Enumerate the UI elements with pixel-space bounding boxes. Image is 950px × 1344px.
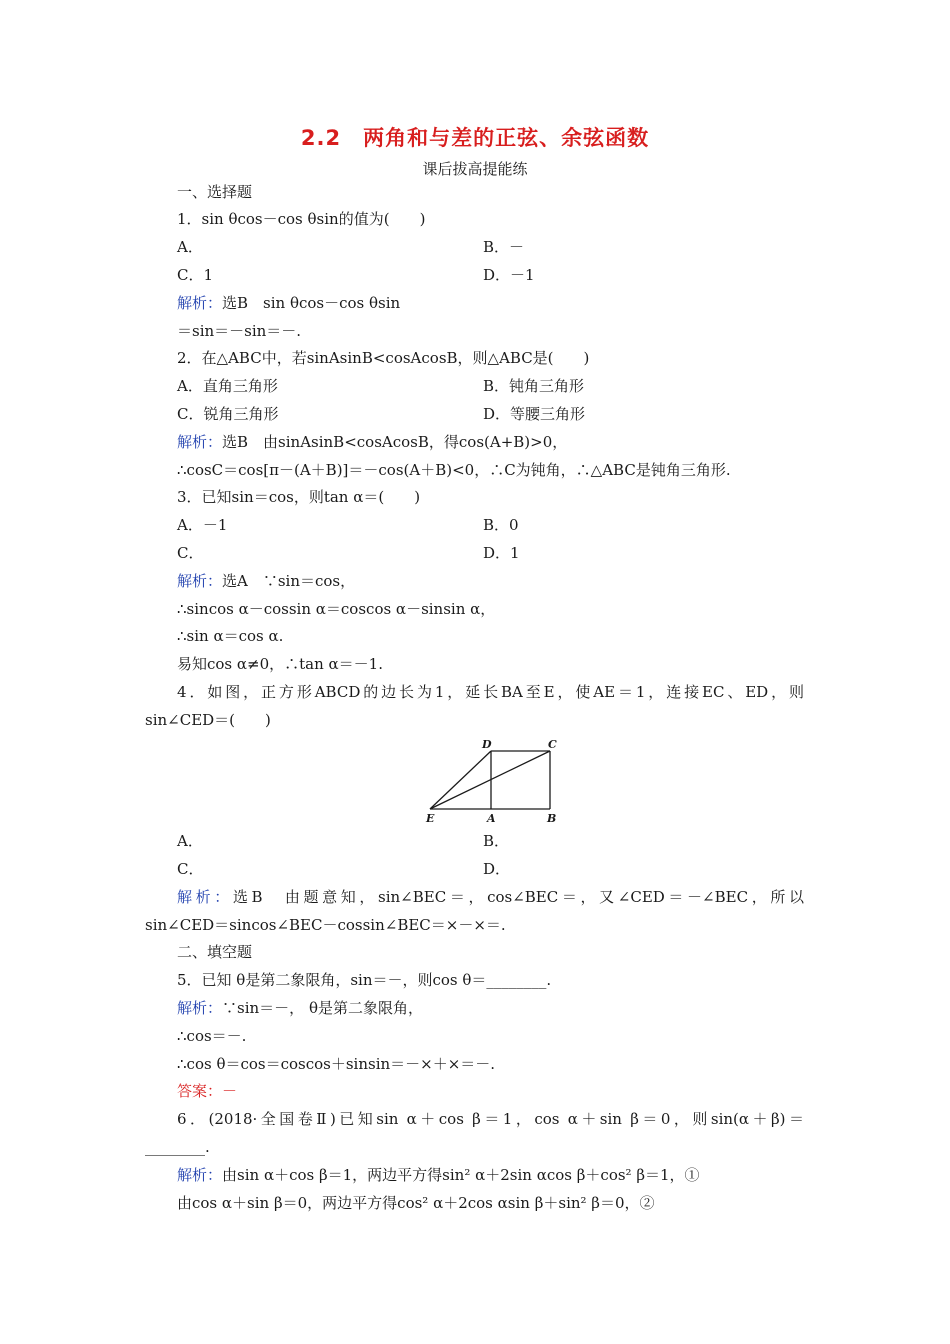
line-text: D．等腰三角形 [483, 405, 586, 423]
text-line [483, 237, 524, 257]
line-text: ∴sincos α－cossin α＝coscos α－sinsin α， [177, 600, 496, 618]
line-text: 选B 由题意知，sin∠BEC＝，cos∠BEC＝，又∠CED＝－∠BEC，所以 [232, 888, 804, 906]
text-line [177, 376, 278, 396]
text-line [177, 998, 423, 1018]
label-a: A [487, 812, 496, 825]
text-line [177, 321, 301, 341]
text-line [177, 1054, 495, 1074]
text-line [483, 515, 519, 535]
line-text: 5．已知 θ是第二象限角，sin＝－，则cos θ＝________. [177, 971, 552, 989]
line-text: B．－ [483, 238, 525, 256]
line-text: A．－1 [177, 516, 228, 534]
text-line [177, 182, 252, 202]
label-d: D [482, 738, 492, 751]
segment-ed [430, 751, 491, 809]
line-text: A． [177, 832, 203, 850]
text-line [177, 887, 804, 907]
text-line [483, 265, 535, 285]
line-text: 1．sin θcos－cos θsin的值为( ) [177, 210, 426, 228]
line-text: C．1 [177, 266, 214, 284]
text-line [177, 599, 495, 619]
text-line [483, 376, 584, 396]
text-line [177, 1165, 700, 1185]
text-line [145, 1137, 210, 1157]
text-line [483, 831, 509, 851]
line-text: D． [483, 860, 511, 878]
square-figure [424, 735, 564, 827]
line-text: 由sin α＋cos β＝1，两边平方得sin² α＋2sin αcos β＋cos² β＝1，① [222, 1166, 700, 1184]
line-text: 3．已知sin＝cos，则tan α＝( ) [177, 488, 421, 506]
answer-label: 答案： [177, 1082, 223, 1100]
text-line [177, 970, 551, 990]
label-b: B [547, 812, 557, 825]
text-line [177, 1026, 246, 1046]
text-line [483, 859, 510, 879]
text-line [177, 571, 355, 591]
line-text: C． [177, 544, 204, 562]
line-text: 一、选择题 [177, 183, 253, 201]
line-text: C． [177, 860, 204, 878]
text-line [145, 710, 271, 730]
text-line [483, 404, 585, 424]
label-c: C [548, 738, 557, 751]
line-text: 由cos α＋sin β＝0，两边平方得cos² α＋2cos αsin β＋sin² β＝0，② [177, 1194, 655, 1212]
text-line [177, 626, 283, 646]
line-text: sin∠CED＝( ) [145, 711, 271, 729]
analysis-label: 解析： [177, 294, 223, 312]
line-text: ∴cos θ＝cos＝coscos＋sinsin＝－×＋×＝－. [177, 1055, 496, 1073]
text-line [177, 942, 252, 962]
text-line [177, 515, 227, 535]
line-text: 选B 由sinAsinB<cosAcosB，得cos(A+B)>0， [222, 433, 568, 451]
text-line [483, 543, 520, 563]
text-line [177, 1193, 655, 1213]
analysis-label: 解析： [177, 433, 223, 451]
text-line [177, 487, 420, 507]
analysis-label: 解析： [177, 999, 223, 1017]
line-text: 选B sin θcos－cos θsin [222, 294, 401, 312]
text-line [177, 348, 589, 368]
text-line [177, 293, 400, 313]
text-line [177, 831, 203, 851]
text-line [177, 1081, 237, 1101]
label-e: E [426, 812, 435, 825]
page-subtitle: 课后拔高提能练 [422, 160, 528, 178]
line-text: D．－1 [483, 266, 535, 284]
line-text: A．直角三角形 [177, 377, 278, 395]
line-text: 二、填空题 [177, 943, 253, 961]
text-line [177, 543, 203, 563]
analysis-label: 解析： [177, 1166, 223, 1184]
line-text: － [222, 1082, 238, 1100]
line-text: ＝sin＝－sin＝－. [177, 322, 302, 340]
line-text: ∴sin α＝cos α. [177, 627, 284, 645]
line-text: 选A ∵sin＝cos， [222, 572, 356, 590]
text-line [177, 654, 383, 674]
line-text: ________. [145, 1138, 210, 1156]
segment-ec [430, 751, 550, 809]
text-line [177, 1109, 804, 1129]
line-text: 2．在△ABC中，若sinAsinB<cosAcosB，则△ABC是( ) [177, 349, 590, 367]
page-title: 2.2 两角和与差的正弦、余弦函数 [300, 126, 650, 150]
line-text: A． [177, 238, 203, 256]
text-line [177, 682, 804, 702]
line-text: 6．(2018·全国卷Ⅱ)已知sin α＋cos β＝1，cos α＋sin β＝0，则sin(α＋β)＝ [177, 1110, 804, 1128]
line-text: B． [483, 832, 510, 850]
text-line [177, 859, 203, 879]
text-line [177, 432, 567, 452]
text-line [177, 237, 203, 257]
line-text: 4．如图，正方形ABCD的边长为1，延长BA至E，使AE＝1，连接EC、ED，则 [177, 683, 804, 701]
line-text: sin∠CED＝sincos∠BEC－cossin∠BEC＝×－×＝. [145, 916, 506, 934]
line-text: C．锐角三角形 [177, 405, 279, 423]
line-text: ∵sin＝－， θ是第二象限角， [222, 999, 423, 1017]
line-text: 易知cos α≠0，∴tan α＝－1. [177, 655, 383, 673]
analysis-label: 解析： [177, 888, 233, 906]
line-text: B．钝角三角形 [483, 377, 585, 395]
line-text: ∴cosC＝cos[π－(A＋B)]＝－cos(A＋B)<0，∴C为钝角，∴△ABC是钝角三角形. [177, 461, 731, 479]
text-line [177, 209, 425, 229]
text-line [177, 460, 731, 480]
text-line [145, 915, 506, 935]
text-line [177, 404, 278, 424]
analysis-label: 解析： [177, 572, 223, 590]
line-text: ∴cos＝－. [177, 1027, 247, 1045]
line-text: D．1 [483, 544, 520, 562]
text-line [177, 265, 213, 285]
line-text: B．0 [483, 516, 519, 534]
